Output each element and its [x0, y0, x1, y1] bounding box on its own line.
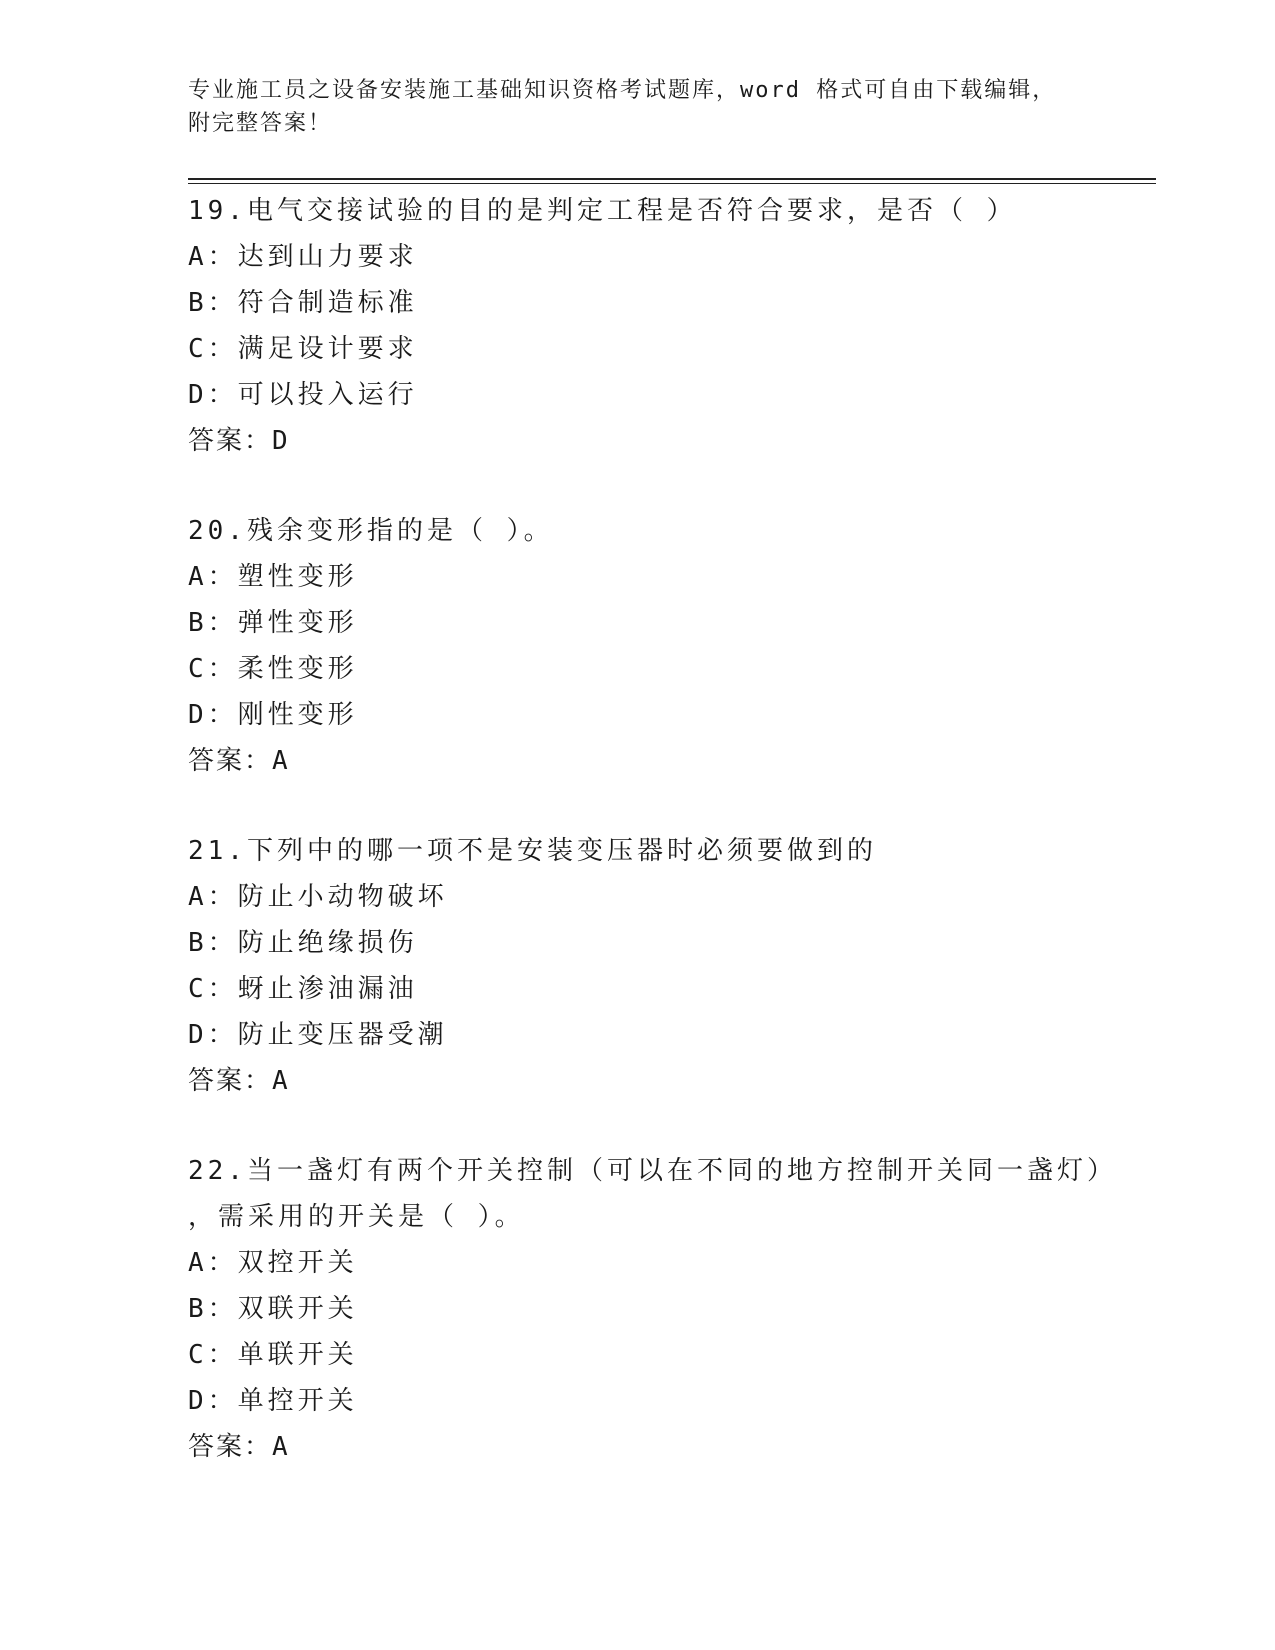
- option-b: B：防止绝缘损伤: [188, 928, 418, 958]
- header-line-1: 专业施工员之设备安装施工基础知识资格考试题库，word 格式可自由下载编辑，: [188, 78, 1057, 103]
- question-stem-continued: ，需采用的开关是（ ）。: [188, 1202, 525, 1232]
- answer-label: 答案：: [188, 1432, 273, 1462]
- option-b: B：双联开关: [188, 1294, 358, 1324]
- option-d: D：单控开关: [188, 1386, 358, 1416]
- option-d: D：防止变压器受潮: [188, 1020, 448, 1050]
- option-a: A：塑性变形: [188, 562, 358, 592]
- question-19: [188, 188, 1156, 464]
- option-c: C：蚜止渗油漏油: [188, 974, 418, 1004]
- answer-value: D: [272, 426, 290, 456]
- question-stem: 19.电气交接试验的目的是判定工程是否符合要求，是否（ ）: [188, 196, 1017, 226]
- answer-line: [188, 1058, 1156, 1104]
- question-list: [188, 188, 1156, 1514]
- answer-line: [188, 418, 1156, 464]
- answer-line: [188, 1424, 1156, 1470]
- question-stem: 21.下列中的哪一项不是安装变压器时必须要做到的: [188, 836, 877, 866]
- option-d: D：刚性变形: [188, 700, 358, 730]
- option-c: C：满足设计要求: [188, 334, 418, 364]
- answer-label: 答案：: [188, 1066, 273, 1096]
- question-21: [188, 828, 1156, 1104]
- option-c: C：柔性变形: [188, 654, 358, 684]
- option-a: A：防止小动物破坏: [188, 882, 448, 912]
- option-a: A：双控开关: [188, 1248, 358, 1278]
- question-22: [188, 1148, 1156, 1470]
- option-c: C：单联开关: [188, 1340, 358, 1370]
- answer-value: A: [272, 1066, 290, 1096]
- answer-label: 答案：: [188, 746, 273, 776]
- question-stem: 20.残余变形指的是（ ）。: [188, 516, 554, 546]
- question-20: [188, 508, 1156, 784]
- answer-value: A: [272, 746, 290, 776]
- answer-value: A: [272, 1432, 290, 1462]
- option-a: A：达到山力要求: [188, 242, 418, 272]
- option-b: B：弹性变形: [188, 608, 358, 638]
- answer-line: [188, 738, 1156, 784]
- option-d: D：可以投入运行: [188, 380, 418, 410]
- header-divider: [188, 178, 1156, 180]
- question-stem: 22.当一盏灯有两个开关控制（可以在不同的地方控制开关同一盏灯）: [188, 1156, 1117, 1186]
- option-b: B：符合制造标准: [188, 288, 418, 318]
- answer-label: 答案：: [188, 426, 273, 456]
- document-header: [188, 74, 1088, 140]
- header-line-2: 附完整答案！: [188, 111, 333, 136]
- header-divider-thin: [188, 183, 1156, 184]
